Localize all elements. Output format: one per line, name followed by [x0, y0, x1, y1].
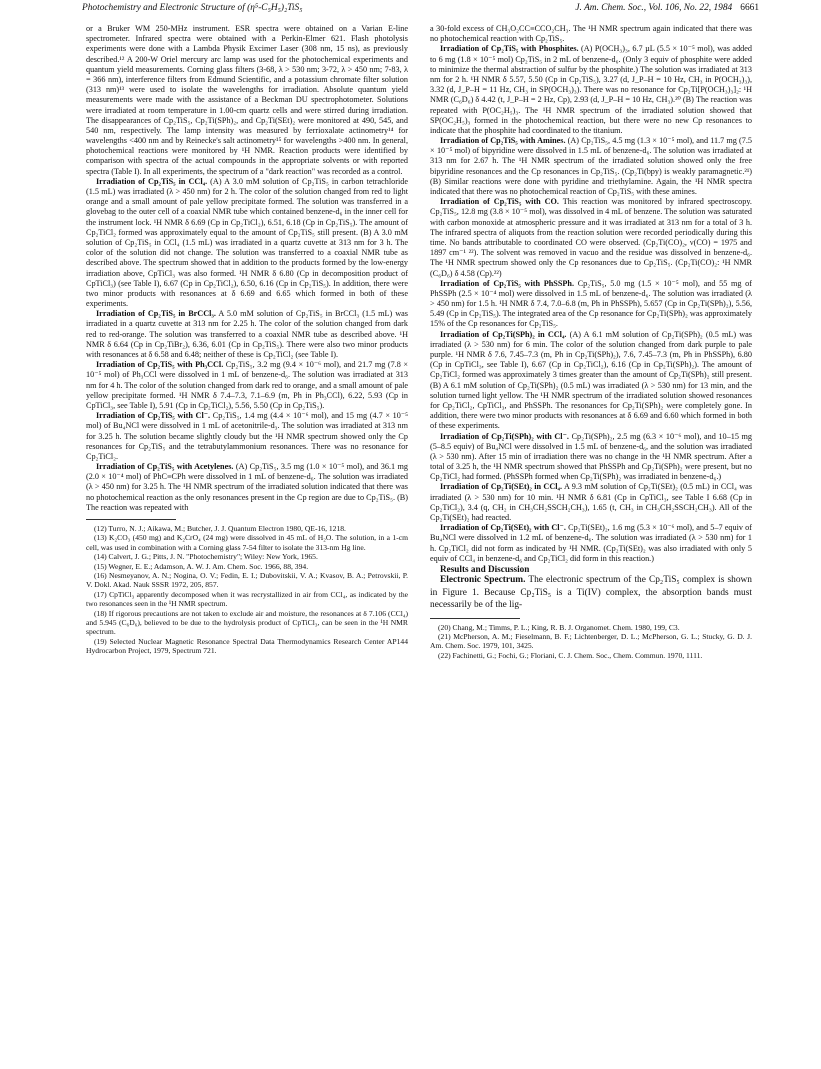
subheading-set-chloride: Irradiation of Cp₂Ti(SEt)₂ with Cl⁻.: [440, 523, 566, 533]
running-title: Photochemistry and Electronic Structure of (η⁵-C₅H₅)₂TiS₅: [82, 3, 303, 13]
paragraph-co: [430, 197, 752, 279]
footnote-rule: [86, 519, 176, 520]
footnote: (12) Turro, N. J.; Aikawa, M.; Butcher, J. J. Quantum Electron 1980, QE-16, 1218.: [94, 524, 346, 533]
subheading-amines: Irradiation of Cp₂TiS₅ with Amines.: [440, 136, 566, 146]
paragraph-ccl4: [86, 177, 408, 309]
footnote: (22) Fachinetti, G.; Fochi, G.; Floriani, C. J. Chem. Soc., Chem. Commun. 1970, 1111.: [438, 650, 703, 660]
text-brccl3: A 5.0 mM solution of Cp₂TiS₅ in BrCCl₃ (1.5 mL) was irradiated in a quartz cuvette at 313 nm for 2.25 h. The color of the solution changed from dark red to red-orange. The solution was transferred to a coaxial NMR tube as described above. ¹H NMR δ 6.64 (Cp in Cp₂TiBr₂), 6.36, 6.01 (Cp in Cp₂TiS₅). There were also two minor products with resonances at δ 6.58 and 6.48; neither of these is Cp₂TiCl₂ (see Table I).: [86, 309, 408, 359]
paragraph-brccl3: [86, 309, 408, 360]
footnote-rule: [430, 618, 520, 619]
paragraph-instruments: or a Bruker WM 250-MHz instrument. ESR spectra were obtained on a Varian E-line spectrometer. Infrared spectra were obtained with a Perkin-Elmer 621. Flash photolysis experiments were done with a Lambda Physik Excimer Laser (308 nm, 15 ns), as previously described.¹² A 200-W Oriel mercury arc lamp was used for the photochemical experiments and quantum yield measurements. Corning glass filters (3-68, λ > 530 nm; 3-72, λ > 450 nm; 7-83, λ = 366 nm), interference filters from Edmund Scientific, and a potassium chromate filter solution (313 nm)¹³ were used to isolate the wavelengths for irradiation. Absolute quantum yield measurements were made with the assistance of a Beckman DU spectrophotometer. Solutions were irradiated at room temperature in 1.00-cm quartz cells and were stirred during irradiation. The disappearances of Cp₂TiS₅, Cp₂Ti(SPh)₂, and Cp₂Ti(SEt)₂ were monitored at 490, 545, and 540 nm, respectively. The lamp intensity was measured by ferrioxalate actinometry¹⁴ for wavelengths <400 nm and by Reinecke's salt actinometry¹⁵ for wavelengths >400 nm. In general, photochemical reactions were monitored by ¹H NMR. Reaction products were identified by comparison with spectra of the actual compounds in the appropriate solvents or with reported spectra (Table I). In all experiments, the spectrum of a "dark reaction" was recorded as a control.: [86, 24, 408, 176]
paragraph-electronic-spectrum: [430, 574, 752, 612]
paragraph-sph-ccl4: [430, 330, 752, 432]
journal-name: J. Am. Chem. Soc., Vol. 106, No. 22, 1984: [575, 3, 733, 13]
text-set-ccl4: A 9.3 mM solution of Cp₂Ti(SEt)₂ (0.5 mL) in CCl₄ was irradiated (λ > 530 nm) for 10 min. ¹H NMR δ 6.81 (Cp in CpTiCl₃, see Table I 6.68 (Cp in Cp₂TiCl₂), 3.4 (q, CH₂ in CH₃CH₂SSCH₂CH₃), 1.65 (t, CH₃ in CH₃CH₂SSCH₂CH₃). All of the Cp₂Ti(SEt)₂ had reacted.: [430, 482, 752, 522]
footnote: (14) Calvert, J. G.; Pitts, J. N. "Photochemistry"; Wiley: New York, 1965.: [94, 552, 318, 562]
paragraph-set-chloride: [430, 523, 752, 564]
paragraph-phssph: [430, 279, 752, 330]
footnote: (18) If rigorous precautions are not taken to exclude air and moisture, the resonances at δ 7.106 (CCl₄) and 5.945 (C₆D₆), believed to be due to the hydrolysis product of CpTiCl₃, can be seen in the ¹H NMR spectrum.: [86, 608, 408, 637]
footnotes-right: [430, 623, 752, 661]
right-column: [430, 24, 752, 660]
text-electronic-spectrum: The electronic spectrum of the Cp₂TiS₅ complex is shown in Figure 1. Because Cp₂TiS₅ is a Ti(IV) complex, the absorption bands must necessarily be of the lig-: [430, 575, 752, 611]
footnote: (16) Nesmeyanov, A. N.; Nogina, O. V.; Fedin, E. I.; Dubovitskii, V. A.; Kvasov, B. A.; Petrovskii, P. V. Dokl. Akad. Nauk SSSR 1972, 205, 857.: [86, 571, 408, 590]
paragraph-ph3ccl: [86, 360, 408, 411]
journal-citation: [575, 3, 759, 13]
paragraph-continued: a 30-fold excess of CH₃O₂CC≡CCO₂CH₃. The ¹H NMR spectrum again indicated that there was no photochemical reaction with Cp₂TiS₅.: [430, 24, 752, 44]
subheading-acetylenes: Irradiation of Cp₂TiS₅ with Acetylenes.: [96, 462, 234, 472]
subheading-electronic-spectrum: Electronic Spectrum.: [440, 575, 526, 586]
paragraph-acetylenes: [86, 462, 408, 513]
section-title: Results and Discussion: [440, 563, 530, 574]
paragraph-chloride: [86, 411, 408, 462]
footnote: (19) Selected Nuclear Magnetic Resonance Spectral Data Thermodynamics Research Center AP144 Hydrocarbon Project, 1979, Spectrum 721.: [86, 636, 408, 656]
subheading-set-ccl4: Irradiation of Cp₂Ti(SEt)₂ in CCl₄.: [440, 482, 563, 492]
footnote: (15) Wegner, E. E.; Adamson, A. W. J. Am. Chem. Soc. 1966, 88, 394.: [94, 561, 309, 571]
subheading-ccl4: Irradiation of Cp₂TiS₅ in CCl₄.: [96, 176, 208, 186]
subheading-sph-ccl4: Irradiation of Cp₂Ti(SPh)₂ in CCl₄.: [440, 329, 567, 339]
footnote: (21) McPherson, A. M.; Fieselmann, B. F.; Lichtenberger, D. L.; McPherson, G. L.; Stucky, G. D. J. Am. Chem. Soc. 1979, 101, 3425.: [430, 632, 752, 651]
page-number: 6661: [740, 3, 759, 13]
subheading-phosphites: Irradiation of Cp₂TiS₅ with Phosphites.: [440, 44, 579, 54]
paragraph-set-ccl4: [430, 482, 752, 523]
paragraph-phosphites: [430, 44, 752, 136]
paragraph-amines: [430, 136, 752, 197]
footnote: (20) Chang, M.; Timms, P. L.; King, R. B. J. Organomet. Chem. 1980, 199, C3.: [438, 622, 680, 632]
text-co: This reaction was monitored by infrared spectroscopy. Cp₂TiS₅, 12.8 mg (3.8 × 10⁻⁵ mol), was dissolved in 4 mL of benzene. The solution was saturated with carbon monoxide at atmospheric pressure and it was irradiated at 313 nm for a total of 3 h. The infrared spectra of aliquots from the reaction solution were recorded periodically during this time. No bands attributable to coordinated CO were observed. (Cp₂Ti(CO)₂, ν(CO) = 1975 and 1897 cm⁻¹ ²²). The solvent was removed in vacuo and the residue was dissolved in benzene-d₆. The ¹H NMR spectrum showed only the Cp resonances due to Cp₂TiS₅. (Cp₂Ti(CO)₂: ¹H NMR (C₆D₆) δ 4.58 (Cp).²²): [430, 197, 752, 278]
running-header: [82, 3, 759, 19]
footnotes-left: [86, 524, 408, 656]
left-column: [86, 24, 408, 656]
subheading-chloride: Irradiation of Cp₂TiS₅ with Cl⁻.: [96, 411, 211, 421]
subheading-co: Irradiation of Cp₂TiS₅ with CO.: [440, 197, 559, 207]
text-phosphites: (A) P(OCH₃)₃, 6.7 µL (5.5 × 10⁻⁵ mol), was added to 6 mg (1.8 × 10⁻⁵ mol) Cp₂TiS₅ in 2 mL of benzene-d₆. (Only 3 equiv of phosphite were added to minimize the thermal abstraction of sulfur by the phosphite.) The solution was irradiated at 313 nm for 2 h. ¹H NMR δ 5.57, 5.50 (Cp in Cp₂TiS₅), 3.27 (d, J_P–H = 10 Hz, CH₃ in P(OCH₃)₃), 3.32 (d, J_P–H = 11 Hz, CH₃ in SP(OCH₃)₃). There was no resonance for Cp₂Ti[P(OCH₃)₃]₂: ¹H NMR (C₆D₆) δ 4.42 (t, J_P–H = 2 Hz, Cp), 2.93 (d, J_P–H = 10 Hz, CH₃).²⁰ (B) The reaction was repeated with P(OC₂H₅)₃. The ¹H NMR spectrum of the irradiated solution showed that SP(OC₂H₅)₃ formed in the photochemical reaction, but there were no new Cp resonances to indicate that the phosphite had coordinated to the titanium.: [430, 44, 752, 135]
text-sph-chloride: Cp₂Ti(SPh)₂, 2.5 mg (6.3 × 10⁻⁶ mol), and 10–15 mg (5–8.5 equiv) of Bu₄NCl were dissolved in 1.5 mL of benzene-d₆, and the solution was irradiated (λ > 530 nm). After 15 min of irradiation there was no change in the ¹H NMR spectrum. After a total of 3.25 h, the ¹H NMR spectrum showed that PhSSPh and Cp₂Ti(SPh)₂ were present, but no Cp₂TiCl₂ had formed. (PhSSPh formed when Cp₂Ti(SPh)₂ was irradiated in benzene-d₆.): [430, 431, 752, 482]
footnote: (13) K₂CO₃ (450 mg) and K₂CrO₄ (24 mg) were dissolved in 45 mL of H₂O. The solution, in a 1-cm cell, was used in combination with a Corning glass 7-54 filter to isolate the 313-nm Hg line.: [86, 533, 408, 552]
text-acetylenes: (A) Cp₂TiS₅, 3.5 mg (1.0 × 10⁻⁵ mol), and 36.1 mg (2.0 × 10⁻⁴ mol) of PhC≡CPh were dissolved in 1 mL of benzene-d₆. The solution was irradiated (λ > 450 nm) for 3.25 h. The ¹H NMR spectrum of the irradiated solution indicated that there was no photochemical reaction as the only resonances present in the Cp region are due to Cp₂TiS₅. (B) The reaction was repeated with: [86, 462, 408, 512]
text-phssph: Cp₂TiS₅, 5.0 mg (1.5 × 10⁻⁵ mol), and 55 mg of PhSSPh (2.5 × 10⁻⁴ mol) were dissolved in 1.5 mL of benzene-d₆. The solution was irradiated (λ > 450 nm) for 1.5 h. ¹H NMR δ 7.4, 7.0–6.8 (m, Ph in PhSSPh), 5.657 (Cp in Cp₂Ti(SPh)₂), 5.56, 5.49 (Cp in Cp₂TiS₅). The integrated area of the Cp resonance for Cp₂Ti(SPh)₂ was approximately 15% of the Cp resonances for Cp₂TiS₅.: [430, 278, 753, 329]
text-ph3ccl: Cp₂TiS₅, 3.2 mg (9.4 × 10⁻⁶ mol), and 21.7 mg (7.8 × 10⁻⁵ mol) of Ph₃CCl were dissolved in 1 mL of benzene-d₆. The solution was irradiated at 313 nm for 4 h. The color of the solution changed from dark red to orange, and a small amount of pale yellow precipitate formed. ¹H NMR δ 7.4–7.3, 7.1–6.9 (m, Ph in Ph₃CCl), 6.22, 5.93 (Cp in CpTiCl₃, see Table I), 5.91 (Cp in Cp₂TiCl₂), 5.56, 5.50 (Cp in Cp₂TiS₅).: [86, 360, 408, 410]
subheading-phssph: Irradiation of Cp₂TiS₅ with PhSSPh.: [440, 278, 574, 288]
paragraph-sph-chloride: [430, 432, 752, 483]
text-ccl4: (A) A 3.0 mM solution of Cp₂TiS₅ in carbon tetrachloride (1.5 mL) was irradiated (λ > 450 nm) for 2 h. The color of the solution changed from red to light orange and a small amount of pale yellow precipitate formed. The solution was transferred in a glovebag to the outer cell of a coaxial NMR tube which contained benzene-d₆ in the inner cell for the instrument lock. ¹H NMR δ 6.69 (Cp in Cp₂TiCl₂), 6.51, 6.18 (Cp in Cp₂TiS₅). The amount of Cp₂TiCl₂ formed was approximately equal to the amount of Cp₂TiS₅ still present. (B) A 3.0 mM solution of Cp₂TiS₅ in CCl₄ (1.5 mL) was irradiated in a quartz cuvette at 313 nm for 3 h. The color of the solution did not change. The solution was transferred to a coaxial NMR tube as described above. The spectrum showed that in addition to the products formed by the low-energy irradiation above, CpTiCl₃ was also formed. ¹H NMR δ 6.80 (Cp in decomposition product of CpTiCl₃) (see Table I), 6.67 (Cp in Cp₂TiCl₂), 6.50, 6.16 (Cp in Cp₂TiS₅). In addition, there were two minor products with resonances at δ 6.69 and 6.65 which formed in both of these experiments.: [86, 176, 408, 309]
subheading-ph3ccl: Irradiation of Cp₂TiS₅ with Ph₃CCl.: [96, 360, 224, 370]
text-chloride: Cp₂TiS₅, 1.4 mg (4.4 × 10⁻⁶ mol), and 15 mg (4.7 × 10⁻⁵ mol) of Bu₄NCl were dissolved in 1 mL of acetonitrile-d₃. The solution was irradiated at 313 nm for 3.25 h. The solution became slightly cloudy but the ¹H NMR spectrum showed only the Cp resonances for Cp₂TiS₅ and the tetrabutylammonium resonances. There was no resonance for Cp₂TiCl₂.: [86, 411, 408, 461]
text-set-chloride: Cp₂Ti(SEt)₂, 1.6 mg (5.3 × 10⁻⁶ mol), and 5–7 equiv of Bu₄NCl were dissolved in 1.2 mL of benzene-d₆. The solution was irradiated (λ > 530 nm) for 1 h. Cp₂TiCl₂ did not form as indicated by ¹H NMR. (Cp₂Ti(SEt)₂ was also irradiated with only 5 equiv of CCl₄ in benzene-d₆ and Cp₂TiCl₂ did form in this reaction.): [430, 523, 753, 563]
text-sph-ccl4: (A) A 6.1 mM solution of Cp₂Ti(SPh)₂ (0.5 mL) was irradiated (λ > 530 nm) for 6 min. The color of the solution changed from dark purple to pale purple. ¹H NMR δ 7.6, 7.45–7.3 (m, Ph in Cp₂Ti(SPh)₂), 7.6, 7.45–7.3 (m, Ph in PhSSPh), 6.80 (Cp in CpTiCl₃, see Table I), 6.67 (Cp in Cp₂TiCl₂), 6.16 (Cp in Cp₂Ti(SPh)₂). The amount of Cp₂TiCl₂ formed was approximately 3 times greater than the amount of Cp₂Ti(SPh)₂ still present. (B) A 6.1 mM solution of Cp₂Ti(SPh)₂ (0.5 mL) was irradiated (λ > 530 nm) for 13 min, and the solution turned light yellow. The ¹H NMR spectrum of the irradiated solution showed resonances for Cp₂TiCl₂, CpTiCl₃, and PhSSPh. The resonances for Cp₂Ti(SPh)₂ were completely gone. In addition, there were two minor products with resonances at δ 6.69 and 6.60 which formed in both of these experiments.: [430, 329, 752, 431]
subheading-sph-chloride: Irradiation of Cp₂Ti(SPh)₂ with Cl⁻.: [440, 431, 569, 441]
text-amines: (A) Cp₂TiS₅, 4.5 mg (1.3 × 10⁻⁵ mol), and 11.7 mg (7.5 × 10⁻⁵ mol) of bipyridine were dissolved in 1.5 mL of benzene-d₆. The solution was irradiated at 313 nm for 2.67 h. The ¹H NMR spectrum of the irradiated solution showed only the free bipyridine resonances and the Cp resonances in Cp₂TiS₅. (Cp₂Ti(bpy) is weakly paramagnetic.²¹) (B) Similar reactions were done with pyridine and triethylamine. Again, the ¹H NMR spectra indicated that there was no photochemical reaction of Cp₂TiS₅ with these amines.: [430, 136, 752, 196]
subheading-brccl3: Irradiation of Cp₂TiS₅ in BrCCl₃.: [96, 309, 216, 319]
footnote: (17) CpTiCl₃ apparently decomposed when it was recrystallized in air from CCl₄, as indicated by the two resonances seen in the ¹H NMR spectrum.: [86, 589, 408, 609]
